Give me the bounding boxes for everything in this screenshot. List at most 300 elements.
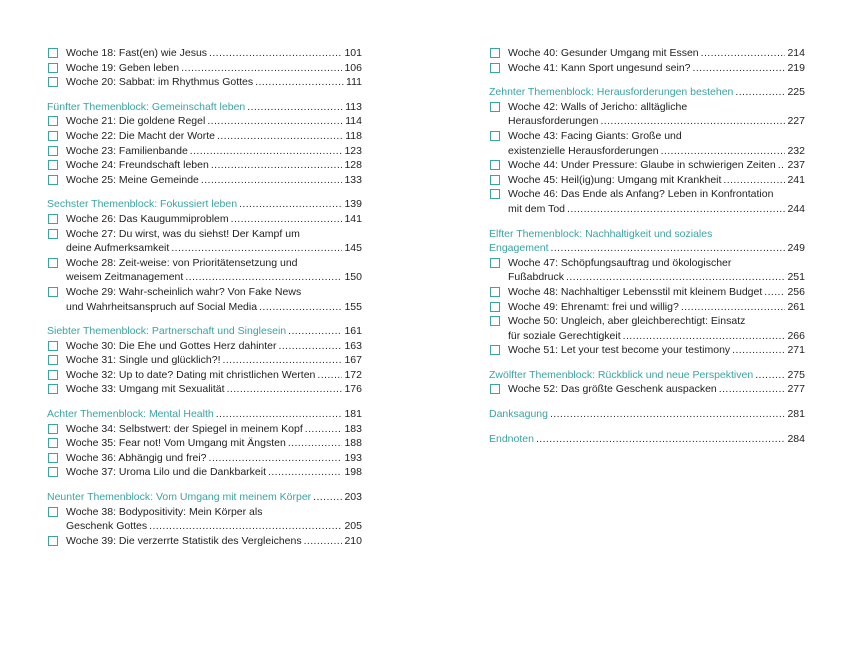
standalone-line <box>489 432 805 447</box>
block-heading-line <box>47 197 362 212</box>
checkbox-icon[interactable] <box>48 214 58 224</box>
toc-entry-line-text: Woche 52: Das größte Geschenk auspacken <box>508 383 717 396</box>
block-heading-line-text: Zwölfter Themenblock: Rückblick und neue Perspektiven <box>489 368 754 381</box>
toc-entry-body <box>66 61 362 76</box>
toc-entry-line <box>508 329 805 344</box>
toc-entry-line <box>66 158 362 173</box>
checkbox-icon[interactable] <box>490 63 500 73</box>
checkbox-icon[interactable] <box>48 77 58 87</box>
dot-leader <box>732 343 785 358</box>
block-heading <box>47 100 362 115</box>
toc-entry <box>47 339 362 354</box>
dot-leader <box>239 197 342 212</box>
checkbox-icon[interactable] <box>490 302 500 312</box>
toc-entry-line <box>66 227 362 242</box>
dot-leader <box>567 202 785 217</box>
block-heading-line <box>47 100 362 115</box>
dot-leader <box>211 158 343 173</box>
block-heading <box>489 227 805 256</box>
toc-entry-line <box>508 314 805 329</box>
toc-entry <box>47 114 362 129</box>
toc-entry <box>489 61 805 76</box>
dot-leader <box>209 451 343 466</box>
toc-entry-body <box>66 285 362 314</box>
toc-entry-line-text: Woche 49: Ehrenamt: frei und willig? <box>508 300 679 313</box>
toc-entry-line <box>66 114 362 129</box>
toc-entry-line <box>66 451 362 466</box>
page-number: 271 <box>787 344 805 357</box>
toc-entry-body <box>66 256 362 285</box>
toc-section <box>47 407 362 480</box>
page-number: 167 <box>344 354 362 367</box>
toc-entry-line-text: Woche 21: Die goldene Regel <box>66 115 206 128</box>
toc-entry <box>489 187 805 216</box>
checkbox-icon[interactable] <box>48 536 58 546</box>
toc-entry-line <box>508 300 805 315</box>
block-heading-line <box>489 85 805 100</box>
toc-entry-line-text: Woche 46: Das Ende als Anfang? Leben in Konfrontation <box>508 188 774 201</box>
toc-entry <box>489 256 805 285</box>
toc-entry-line-text: für soziale Gerechtigkeit <box>508 329 621 342</box>
toc-entry-line <box>66 368 362 383</box>
toc-section <box>489 46 805 75</box>
toc-entry-line <box>508 343 805 358</box>
standalone-entry <box>489 407 805 422</box>
page-number: 181 <box>344 408 362 421</box>
checkbox-icon[interactable] <box>48 287 58 297</box>
checkbox-icon[interactable] <box>48 438 58 448</box>
checkbox-icon[interactable] <box>48 229 58 239</box>
block-heading-line <box>47 407 362 422</box>
toc-section <box>489 85 805 216</box>
toc-entry-line <box>66 173 362 188</box>
toc-entry-line-text: mit dem Tod <box>508 202 565 215</box>
checkbox-icon[interactable] <box>490 316 500 326</box>
toc-entry-line <box>66 212 362 227</box>
toc-entry-line-text: Woche 30: Die Ehe und Gottes Herz dahinter <box>66 339 277 352</box>
block-heading <box>47 490 362 505</box>
dot-leader <box>185 270 342 285</box>
toc-entry-body <box>66 158 362 173</box>
checkbox-icon[interactable] <box>48 258 58 268</box>
page-number: 163 <box>344 339 362 352</box>
toc-entry-body <box>66 339 362 354</box>
toc-entry <box>489 158 805 173</box>
checkbox-icon[interactable] <box>490 48 500 58</box>
toc-entry <box>47 256 362 285</box>
toc-entry <box>489 173 805 188</box>
page-number: 241 <box>787 173 805 186</box>
page-number: 111 <box>346 76 362 89</box>
block-heading-line-text: Siebter Themenblock: Partnerschaft und Singlesein <box>47 325 287 338</box>
toc-entry-line <box>66 505 362 520</box>
toc-entry <box>47 353 362 368</box>
standalone-text: Endnoten <box>489 432 534 445</box>
dot-leader <box>701 46 786 61</box>
block-heading-line-text: Engagement <box>489 242 549 255</box>
toc-entry <box>489 46 805 61</box>
toc-entry-body <box>66 144 362 159</box>
toc-entry-line <box>66 285 362 300</box>
checkbox-icon[interactable] <box>48 355 58 365</box>
dot-leader <box>550 407 786 422</box>
block-heading-line <box>489 227 805 242</box>
toc-entry <box>489 343 805 358</box>
dot-leader <box>536 432 786 447</box>
checkbox-icon[interactable] <box>48 160 58 170</box>
checkbox-icon[interactable] <box>48 341 58 351</box>
toc-entry-line <box>508 114 805 129</box>
toc-entry-line <box>508 129 805 144</box>
block-heading-line <box>489 241 805 256</box>
toc-entry-line <box>508 100 805 115</box>
toc-entry-line <box>508 382 805 397</box>
toc-entry-body <box>508 100 805 129</box>
toc-entry-line <box>508 256 805 271</box>
checkbox-icon[interactable] <box>48 453 58 463</box>
block-heading-line-text: Neunter Themenblock: Vom Umgang mit meinem Körper <box>47 491 312 504</box>
page-number: 249 <box>787 242 805 255</box>
dot-leader <box>600 114 785 129</box>
dot-leader <box>623 329 786 344</box>
block-heading-line-text: Zehnter Themenblock: Herausforderungen bestehen <box>489 86 734 99</box>
page-number: 113 <box>345 100 362 113</box>
dot-leader <box>723 173 785 188</box>
toc-entry-body <box>66 382 362 397</box>
toc-entry-body <box>66 46 362 61</box>
toc-entry-line-text: Woche 32: Up to date? Dating mit christlichen Werten <box>66 368 316 381</box>
page-number: 275 <box>787 368 805 381</box>
dot-leader <box>304 534 343 549</box>
toc-entry-line <box>508 61 805 76</box>
checkbox-icon[interactable] <box>48 48 58 58</box>
toc-entry-body <box>66 534 362 549</box>
page-number: 145 <box>344 242 362 255</box>
dot-leader <box>190 144 343 159</box>
page-number: 193 <box>344 451 362 464</box>
page-number: 198 <box>344 466 362 479</box>
page-number: 176 <box>344 383 362 396</box>
toc-entry <box>47 285 362 314</box>
toc-entry <box>47 451 362 466</box>
toc-section <box>489 432 805 447</box>
dot-leader <box>255 75 344 90</box>
toc-entry <box>47 227 362 256</box>
dot-leader <box>149 519 342 534</box>
toc-entry-body <box>66 212 362 227</box>
toc-entry-line-text: Herausforderungen <box>508 115 599 128</box>
toc-entry-body <box>508 187 805 216</box>
dot-leader <box>719 382 786 397</box>
block-heading-line <box>47 324 362 339</box>
checkbox-icon[interactable] <box>490 160 500 170</box>
toc-entry-line <box>66 436 362 451</box>
toc-entry-line-text: Woche 38: Bodypositivity: Mein Körper als <box>66 505 263 518</box>
toc-entry-line-text: Woche 43: Facing Giants: Große und <box>508 129 682 142</box>
page-number: 155 <box>344 300 362 313</box>
page-number: 139 <box>344 198 362 211</box>
toc-entry-body <box>508 129 805 158</box>
page-number: 161 <box>344 325 362 338</box>
checkbox-icon[interactable] <box>490 384 500 394</box>
checkbox-icon[interactable] <box>490 345 500 355</box>
toc-entry-line <box>66 256 362 271</box>
checkbox-icon[interactable] <box>48 146 58 156</box>
dot-leader <box>661 144 786 159</box>
toc-entry-line-text: Woche 20: Sabbat: im Rhythmus Gottes <box>66 76 254 89</box>
toc-entry-line-text: Woche 40: Gesunder Umgang mit Essen <box>508 47 699 59</box>
page-number: 205 <box>344 520 362 533</box>
toc-entry-body <box>508 173 805 188</box>
toc-entry-line-text: Woche 28: Zeit-weise: von Prioritätensetzung und <box>66 256 298 269</box>
page-number: 227 <box>787 115 805 128</box>
toc-entry <box>47 505 362 534</box>
checkbox-icon[interactable] <box>48 131 58 141</box>
toc-entry-line-text: Woche 37: Uroma Lilo und die Dankbarkeit <box>66 466 266 479</box>
dot-leader <box>201 173 343 188</box>
page-number: 133 <box>344 173 362 186</box>
block-heading-line-text: Fünfter Themenblock: Gemeinschaft leben <box>47 100 246 113</box>
toc-entry-line-text: Woche 24: Freundschaft leben <box>66 159 209 172</box>
page-number: 183 <box>344 422 362 435</box>
toc-entry-line-text: Woche 35: Fear not! Vom Umgang mit Ängsten <box>66 437 286 450</box>
page-number: 128 <box>344 159 362 172</box>
page-number: 284 <box>787 432 805 445</box>
toc-entry-line-text: Woche 50: Ungleich, aber gleichberechtigt: Einsatz <box>508 315 746 328</box>
toc-entry-line-text: Woche 29: Wahr-scheinlich wahr? Von Fake News <box>66 285 302 298</box>
page-number: 106 <box>344 61 362 74</box>
toc-entry-line <box>66 382 362 397</box>
toc-entry-line-text: Woche 41: Kann Sport ungesund sein? <box>508 61 691 74</box>
dot-leader <box>279 339 343 354</box>
toc-entry-body <box>66 465 362 480</box>
toc-entry-body <box>66 227 362 256</box>
block-heading <box>47 197 362 212</box>
toc-entry <box>489 100 805 129</box>
dot-leader <box>216 407 343 422</box>
toc-entry <box>47 422 362 437</box>
toc-entry <box>47 61 362 76</box>
checkbox-icon[interactable] <box>490 131 500 141</box>
page-number: 244 <box>787 202 805 215</box>
checkbox-icon[interactable] <box>48 424 58 434</box>
toc-entry-body <box>66 129 362 144</box>
toc-entry <box>47 75 362 90</box>
dot-leader <box>735 85 785 100</box>
block-heading <box>47 324 362 339</box>
toc-entry-line-text: Woche 26: Das Kaugummiproblem <box>66 212 229 225</box>
toc-entry-body <box>66 451 362 466</box>
page-number: 232 <box>787 144 805 157</box>
dot-leader <box>778 158 786 173</box>
toc-section <box>47 197 362 314</box>
toc-entry-line <box>508 158 805 173</box>
toc-entry-body <box>508 382 805 397</box>
page-number: 188 <box>344 437 362 450</box>
page-number: 123 <box>344 144 362 157</box>
toc-entry-line-text: Woche 42: Walls of Jericho: alltägliche <box>508 100 688 113</box>
toc-entry-line-text: Woche 45: Heil(ig)ung: Umgang mit Krankheit <box>508 173 722 186</box>
toc-entry-body <box>508 343 805 358</box>
toc-entry-line-text: Woche 34: Selbstwert: der Spiegel in meinem Kopf <box>66 422 303 435</box>
page-number: 261 <box>787 300 805 313</box>
page-number: 251 <box>787 271 805 284</box>
toc-entry-body <box>66 436 362 451</box>
toc-entry-body <box>508 285 805 300</box>
toc-entry-line <box>508 173 805 188</box>
toc-right-column <box>489 46 805 446</box>
toc-entry-line <box>66 422 362 437</box>
toc-entry <box>47 158 362 173</box>
toc-section <box>489 407 805 422</box>
block-heading <box>489 85 805 100</box>
toc-entry-line <box>66 270 362 285</box>
toc-entry-line-text: Woche 47: Schöpfungsauftrag und ökologischer <box>508 256 732 269</box>
toc-entry-line-text: und Wahrheitsanspruch auf Social Media <box>66 300 258 313</box>
toc-entry-line-text: Woche 27: Du wirst, was du siehst! Der Kampf um <box>66 227 300 240</box>
page-number: 141 <box>344 212 362 225</box>
standalone-text: Danksagung <box>489 408 548 421</box>
toc-entry-line <box>66 241 362 256</box>
toc-entry-line-text: existenzielle Herausforderungen <box>508 144 659 157</box>
dot-leader <box>231 212 343 227</box>
toc-entry-line <box>508 270 805 285</box>
toc-entry-line-text: Woche 36: Abhängig und frei? <box>66 451 207 464</box>
page-number: 172 <box>344 368 362 381</box>
toc-entry <box>489 300 805 315</box>
dot-leader <box>764 285 785 300</box>
page-number: 225 <box>787 86 805 99</box>
checkbox-icon[interactable] <box>48 116 58 126</box>
dot-leader <box>247 100 343 115</box>
dot-leader <box>217 129 343 144</box>
toc-entry <box>47 436 362 451</box>
toc-entry-body <box>66 353 362 368</box>
toc-entry-line <box>66 353 362 368</box>
toc-entry-line-text: Woche 23: Familienbande <box>66 144 188 157</box>
dot-leader <box>313 490 342 505</box>
toc-entry-line <box>66 519 362 534</box>
page-number: 114 <box>345 115 362 128</box>
toc-entry-line <box>66 300 362 315</box>
block-heading <box>47 407 362 422</box>
checkbox-icon[interactable] <box>490 287 500 297</box>
toc-entry-line <box>66 465 362 480</box>
toc-section <box>47 324 362 397</box>
toc-entry-line-text: Woche 22: Die Macht der Worte <box>66 129 216 142</box>
dot-leader <box>755 368 785 383</box>
block-heading-line-text: Sechster Themenblock: Fokussiert leben <box>47 198 238 211</box>
page-number: 281 <box>787 408 805 421</box>
checkbox-icon[interactable] <box>48 507 58 517</box>
toc-entry <box>47 212 362 227</box>
toc-entry-line <box>66 75 362 90</box>
dot-leader <box>227 382 343 397</box>
block-heading-line <box>47 490 362 505</box>
toc-entry-line-text: Fußabdruck <box>508 271 565 284</box>
page-number: 203 <box>344 491 362 504</box>
standalone-entry <box>489 432 805 447</box>
toc-entry <box>47 173 362 188</box>
page-number: 118 <box>345 129 362 142</box>
page-number: 256 <box>787 285 805 298</box>
toc-left-column <box>47 46 362 548</box>
dot-leader <box>207 114 343 129</box>
toc-entry <box>47 129 362 144</box>
page-number: 150 <box>344 271 362 284</box>
checkbox-icon[interactable] <box>48 370 58 380</box>
toc-entry-line <box>508 285 805 300</box>
toc-entry-line <box>66 46 362 61</box>
page-number: 219 <box>787 61 805 74</box>
block-heading-line-text: Elfter Themenblock: Nachhaltigkeit und soziales <box>489 227 713 240</box>
toc-entry <box>47 465 362 480</box>
toc-entry-body <box>508 300 805 315</box>
page-number: 101 <box>344 47 362 59</box>
dot-leader <box>305 422 343 437</box>
toc-entry-line-text: deine Aufmerksamkeit <box>66 242 170 255</box>
toc-entry-body <box>508 46 805 61</box>
toc-entry <box>47 382 362 397</box>
dot-leader <box>209 46 342 61</box>
toc-entry-line-text: Woche 48: Nachhaltiger Lebensstil mit kleinem Budget <box>508 285 763 298</box>
page-number: 210 <box>344 534 362 547</box>
checkbox-icon[interactable] <box>490 102 500 112</box>
checkbox-icon[interactable] <box>48 384 58 394</box>
toc-entry-body <box>508 61 805 76</box>
toc-entry-line <box>508 187 805 202</box>
toc-entry <box>489 285 805 300</box>
toc-entry-body <box>66 114 362 129</box>
dot-leader <box>171 241 342 256</box>
toc-entry-line-text: Woche 51: Let your test become your testimony <box>508 344 731 357</box>
toc-entry-line <box>66 129 362 144</box>
toc-entry-line <box>66 61 362 76</box>
checkbox-icon[interactable] <box>490 189 500 199</box>
toc-entry-body <box>508 256 805 285</box>
toc-entry <box>489 382 805 397</box>
toc-entry-line-text: Geschenk Gottes <box>66 520 148 533</box>
dot-leader <box>288 436 343 451</box>
toc-entry-body <box>66 75 362 90</box>
toc-entry-body <box>508 314 805 343</box>
checkbox-icon[interactable] <box>490 258 500 268</box>
toc-entry <box>47 46 362 61</box>
toc-entry <box>489 314 805 343</box>
toc-entry-line <box>66 339 362 354</box>
block-heading <box>489 368 805 383</box>
toc-entry-line-text: Woche 39: Die verzerrte Statistik des Vergleichens <box>66 534 302 547</box>
checkbox-icon[interactable] <box>48 63 58 73</box>
page-number: 237 <box>787 159 805 172</box>
toc-entry-line-text: Woche 31: Single und glücklich?! <box>66 354 221 367</box>
checkbox-icon[interactable] <box>48 175 58 185</box>
checkbox-icon[interactable] <box>48 467 58 477</box>
checkbox-icon[interactable] <box>490 175 500 185</box>
toc-entry-line <box>508 202 805 217</box>
dot-leader <box>317 368 342 383</box>
dot-leader <box>181 61 342 76</box>
toc-entry-line-text: Woche 18: Fast(en) wie Jesus <box>66 47 208 59</box>
page-number: 277 <box>787 383 805 396</box>
dot-leader <box>268 465 342 480</box>
toc-entry-body <box>508 158 805 173</box>
toc-entry-line-text: Woche 19: Geben leben <box>66 61 180 74</box>
page-number: 266 <box>787 329 805 342</box>
toc-entry-body <box>66 422 362 437</box>
toc-entry-line <box>66 534 362 549</box>
toc-entry-line-text: weisem Zeitmanagement <box>66 271 184 284</box>
